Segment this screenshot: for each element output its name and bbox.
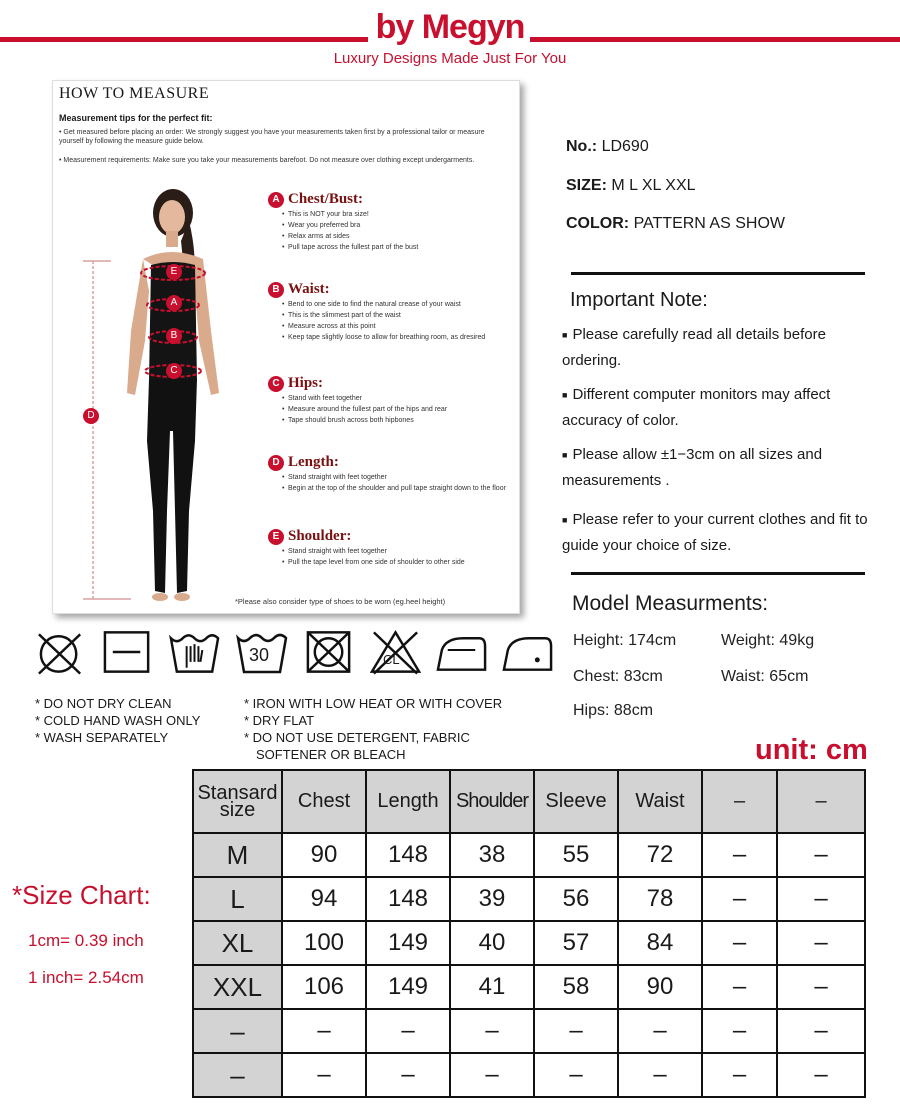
no-label: No.: <box>566 138 598 155</box>
size-label-cell: XL <box>193 921 282 965</box>
section-item: • Keep tape slightly loose to allow for breathing room, as dresired <box>288 333 508 342</box>
model-leggings <box>147 379 197 593</box>
header-cell: Shoulder <box>450 770 534 833</box>
section-title: Hips: <box>288 375 324 391</box>
table-cell: – <box>702 921 777 965</box>
color-value: PATTERN AS SHOW <box>633 215 785 232</box>
model-height: Height: 174cm <box>573 632 677 649</box>
table-cell: 40 <box>450 921 534 965</box>
model-measurements-title: Model Measurments: <box>572 592 769 615</box>
table-cell: 39 <box>450 877 534 921</box>
header-cell: – <box>702 770 777 833</box>
section-shoulder <box>268 528 508 569</box>
table-cell: – <box>282 1053 366 1097</box>
conversion-cm: 1cm= 0.39 inch <box>28 931 144 950</box>
table-cell: 57 <box>534 921 618 965</box>
badge-c: C <box>268 376 284 392</box>
badge-a: A <box>268 192 284 208</box>
size-label-cell: L <box>193 877 282 921</box>
table-row <box>193 1009 865 1053</box>
section-item: • Measure around the fullest part of the hips and rear <box>288 405 508 414</box>
care-instruction: SOFTENER OR BLEACH <box>256 747 406 762</box>
table-cell: – <box>534 1009 618 1053</box>
section-item: • Bend to one side to find the natural crease of your waist <box>288 300 508 309</box>
model-chest: Chest: 83cm <box>573 668 663 685</box>
table-cell: – <box>777 877 865 921</box>
iron-low-icon <box>434 628 489 676</box>
note-item-4: ■ Please refer to your current clothes and fit to guide your choice of size. <box>562 511 868 554</box>
mark-d: D <box>83 408 99 424</box>
mark-a: A <box>166 295 182 311</box>
care-instruction: * DRY FLAT <box>244 713 315 728</box>
header-cell: Waist <box>618 770 702 833</box>
badge-d: D <box>268 455 284 471</box>
tips-title: Measurement tips for the perfect fit: <box>59 113 213 123</box>
section-waist <box>268 281 508 344</box>
iron-medium-icon <box>500 628 555 676</box>
table-row <box>193 921 865 965</box>
table-cell: – <box>777 833 865 877</box>
size-label-cell: XXL <box>193 965 282 1009</box>
brand-logo: by Megyn <box>375 8 525 46</box>
table-row <box>193 965 865 1009</box>
header-cell: Length <box>366 770 450 833</box>
dry-flat-icon <box>101 628 156 676</box>
care-text-left <box>35 695 200 746</box>
product-no <box>566 138 649 156</box>
section-chest <box>268 191 508 254</box>
size-label-cell: M <box>193 833 282 877</box>
section-title: Waist: <box>288 281 330 297</box>
section-item: • Stand straight with feet together <box>288 547 508 556</box>
table-cell: 56 <box>534 877 618 921</box>
table-cell: – <box>450 1053 534 1097</box>
section-item: • Begin at the top of the shoulder and pull tape straight down to the floor <box>288 484 508 493</box>
model-figure <box>71 181 261 606</box>
table-cell: 78 <box>618 877 702 921</box>
badge-e: E <box>268 529 284 545</box>
table-cell: 149 <box>366 965 450 1009</box>
size-label-cell: – <box>193 1009 282 1053</box>
conversion-inch: 1 inch= 2.54cm <box>28 968 144 987</box>
table-cell: – <box>282 1009 366 1053</box>
tip-1: • Get measured before placing an order: We strongly suggest you have your measurements taken first by a professional tailor or measure yourself by following the measure guide below. <box>59 129 485 145</box>
note-item-1: ■ Please carefully read all details before ordering. <box>562 326 826 369</box>
section-title: Length: <box>288 454 339 470</box>
table-cell: 90 <box>282 833 366 877</box>
table-row <box>193 833 865 877</box>
no-tumble-dry-icon <box>302 628 357 676</box>
size-label: SIZE: <box>566 177 607 194</box>
guide-title: HOW TO MEASURE <box>59 85 210 102</box>
product-color <box>566 215 785 233</box>
section-item: • This is NOT your bra size! <box>288 210 508 219</box>
table-cell: 41 <box>450 965 534 1009</box>
size-chart-title: *Size Chart: <box>12 880 151 910</box>
table-cell: 94 <box>282 877 366 921</box>
care-instruction: * IRON WITH LOW HEAT OR WITH COVER <box>244 696 503 711</box>
section-item: • Pull the tape level from one side of shoulder to other side <box>288 558 508 567</box>
section-title: Shoulder: <box>288 528 352 544</box>
section-item: • Wear you preferred bra <box>288 221 508 230</box>
table-cell: – <box>702 1009 777 1053</box>
wash-30-icon <box>233 628 291 676</box>
bleach-mark: CL <box>383 652 400 667</box>
table-row <box>193 877 865 921</box>
hand-wash-icon <box>167 628 222 676</box>
important-note-title: Important Note: <box>570 289 708 311</box>
section-item: • Relax arms at sides <box>288 232 508 241</box>
table-cell: – <box>777 965 865 1009</box>
header-cell-size: Stansard size <box>193 770 282 833</box>
table-row <box>193 1053 865 1097</box>
care-instruction: * COLD HAND WASH ONLY <box>35 713 201 728</box>
table-cell: – <box>618 1053 702 1097</box>
table-cell: – <box>618 1009 702 1053</box>
divider-top <box>571 272 865 275</box>
tip-2: • Measurement requirements: Make sure you take your measurements barefoot. Do not measure over clothing except undergarments. <box>59 157 475 164</box>
table-cell: 148 <box>366 877 450 921</box>
color-label: COLOR: <box>566 215 630 232</box>
table-cell: 55 <box>534 833 618 877</box>
table-cell: 100 <box>282 921 366 965</box>
header-cell: Sleeve <box>534 770 618 833</box>
shoe-footnote: *Please also consider type of shoes to be worn (eg.heel height) <box>235 597 446 606</box>
care-instruction: * DO NOT USE DETERGENT, FABRIC <box>244 730 470 745</box>
mark-b: B <box>166 328 182 344</box>
model-hips: Hips: 88cm <box>573 702 654 719</box>
note-item-2: ■ Different computer monitors may affect accuracy of color. <box>562 386 831 429</box>
product-size <box>566 177 696 195</box>
table-cell: 106 <box>282 965 366 1009</box>
section-length <box>268 454 508 495</box>
no-bleach-icon <box>368 628 423 676</box>
section-item: • Tape should brush across both hipbones <box>288 416 508 425</box>
model-weight: Weight: 49kg <box>721 632 815 649</box>
divider-bottom <box>571 572 865 575</box>
table-cell: 38 <box>450 833 534 877</box>
model-face <box>159 200 185 234</box>
note-item-3: ■ Please allow ±1−3cm on all sizes and measurements . <box>562 446 823 489</box>
table-cell: – <box>366 1053 450 1097</box>
measure-guide <box>52 80 520 614</box>
section-item: • Stand straight with feet together <box>288 473 508 482</box>
section-item: • Pull tape across the fullest part of the bust <box>288 243 508 252</box>
care-text-right <box>244 695 502 763</box>
section-title: Chest/Bust: <box>288 191 364 207</box>
table-cell: – <box>702 965 777 1009</box>
table-cell: 72 <box>618 833 702 877</box>
table-cell: – <box>534 1053 618 1097</box>
table-cell: – <box>450 1009 534 1053</box>
unit-label: unit: cm <box>755 734 868 766</box>
note-text: Please refer to your current clothes and fit to guide your choice of size. <box>562 511 868 554</box>
table-cell: 149 <box>366 921 450 965</box>
wash-temp: 30 <box>249 645 270 665</box>
table-cell: 84 <box>618 921 702 965</box>
size-chart-table <box>192 769 866 1098</box>
section-hips <box>268 375 508 427</box>
size-value: M L XL XXL <box>611 177 696 194</box>
table-cell: – <box>702 877 777 921</box>
table-cell: – <box>366 1009 450 1053</box>
mark-c: C <box>166 363 182 379</box>
care-instruction: * WASH SEPARATELY <box>35 730 169 745</box>
table-cell: – <box>777 921 865 965</box>
table-header-row <box>193 770 865 833</box>
table-cell: – <box>702 833 777 877</box>
no-value: LD690 <box>601 138 649 155</box>
table-cell: 148 <box>366 833 450 877</box>
header-cell: Chest <box>282 770 366 833</box>
section-item: • Measure across at this point <box>288 322 508 331</box>
badge-b: B <box>268 282 284 298</box>
table-cell: – <box>777 1053 865 1097</box>
note-text: Different computer monitors may affect accuracy of color. <box>562 386 831 429</box>
no-dry-clean-icon <box>35 628 90 676</box>
note-text: Please allow ±1−3cm on all sizes and measurements . <box>562 446 823 489</box>
table-cell: 90 <box>618 965 702 1009</box>
section-item: • This is the slimmest part of the waist <box>288 311 508 320</box>
size-label-cell: – <box>193 1053 282 1097</box>
care-instruction: * DO NOT DRY CLEAN <box>35 696 172 711</box>
model-waist: Waist: 65cm <box>721 668 809 685</box>
brand-tagline: Luxury Designs Made Just For You <box>333 50 567 67</box>
care-icons <box>35 628 555 676</box>
table-cell: – <box>777 1009 865 1053</box>
table-cell: – <box>702 1053 777 1097</box>
header-cell: – <box>777 770 865 833</box>
section-item: • Stand with feet together <box>288 394 508 403</box>
mark-e: E <box>166 264 182 280</box>
note-text: Please carefully read all details before ordering. <box>562 326 826 369</box>
table-cell: 58 <box>534 965 618 1009</box>
